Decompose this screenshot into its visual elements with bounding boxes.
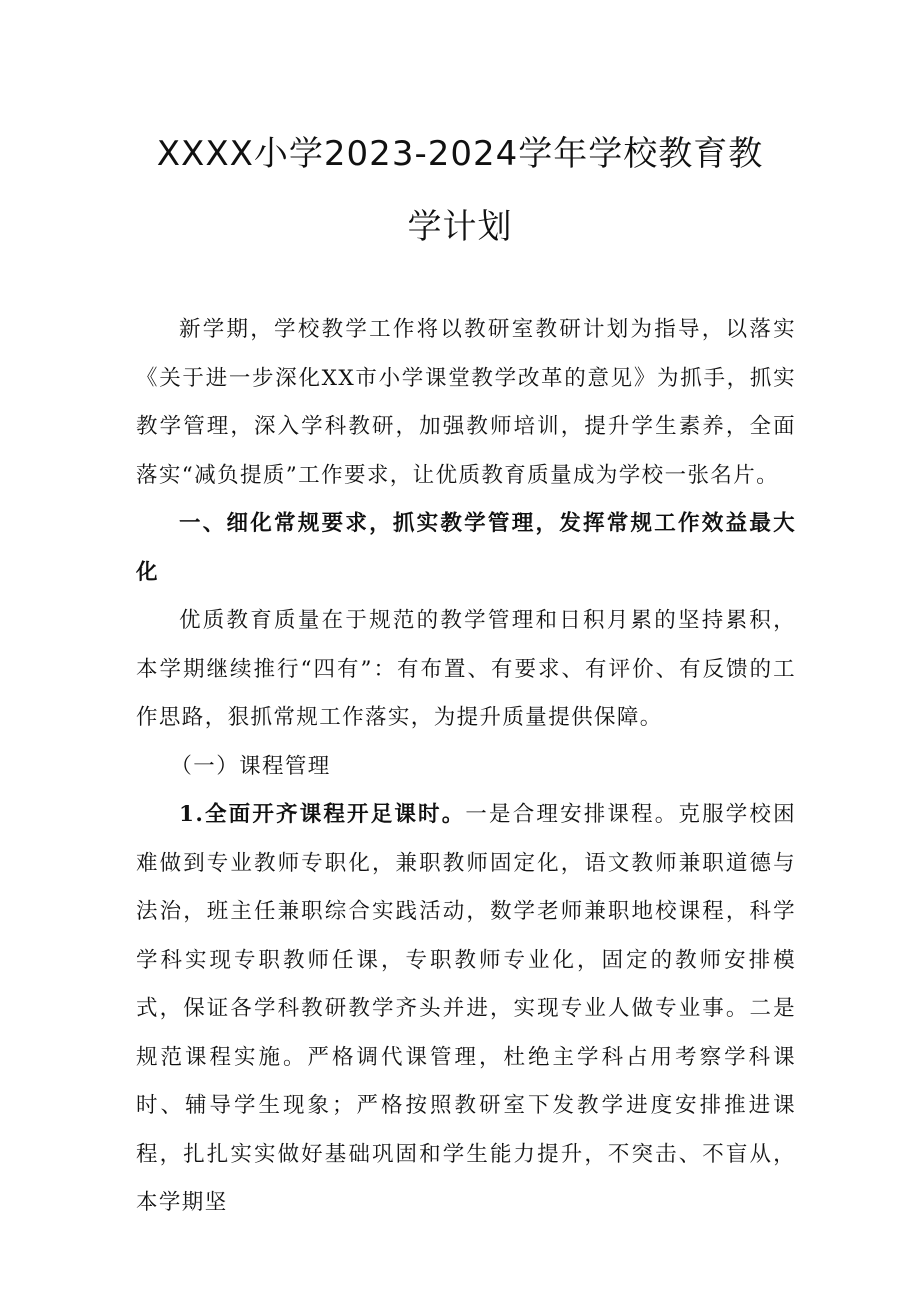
document-title-line-2: 学计划 xyxy=(407,207,513,247)
section-1-paragraph: 优质教育质量在于规范的教学管理和日积月累的坚持累积，本学期继续推行“四有”：有布置、有要求、有评价、有反馈的工作思路，狠抓常规工作落实，为提升质量提供保障。 xyxy=(136,608,796,730)
item-1-label: 1.全面开齐课程开足课时。 xyxy=(179,802,466,827)
item-1-paragraph xyxy=(136,791,796,1228)
section-1-heading: 一、细化常规要求，抓实教学管理，发挥常规工作效益最大化 xyxy=(136,511,796,585)
subsection-1-title: （一）课程管理 xyxy=(170,753,331,779)
item-1-text: 一是合理安排课程。克服学校困难做到专业教师专职化，兼职教师固定化，语文教师兼职道德与法治，班主任兼职综合实践活动，数学老师兼职地校课程，科学学科实现专职教师任课，专职教师专业化，固定的教师安排模式，保证各学科教研教学齐头并进，实现专业人做专业事。二是规范课程实施。严格调代课管理，杜绝主学科占用考察学科课时、辅导学生现象；严格按照教研室下发教学进度安排推进课程，扎扎实实做好基础巩固和学生能力提升，不突击、不盲从，本学期坚 xyxy=(136,802,796,1215)
intro-paragraph: 新学期，学校教学工作将以教研室教研计划为指导，以落实《关于进一步深化XX市小学课堂教学改革的意见》为抓手，抓实教学管理，深入学科教研，加强教师培训，提升学生素养，全面落实“减负提质”工作要求，让优质教育质量成为学校一张名片。 xyxy=(136,317,796,488)
document-title-line-1: XXXX小学2023-2024学年学校教育教 xyxy=(156,134,764,174)
document-body xyxy=(136,306,796,1228)
